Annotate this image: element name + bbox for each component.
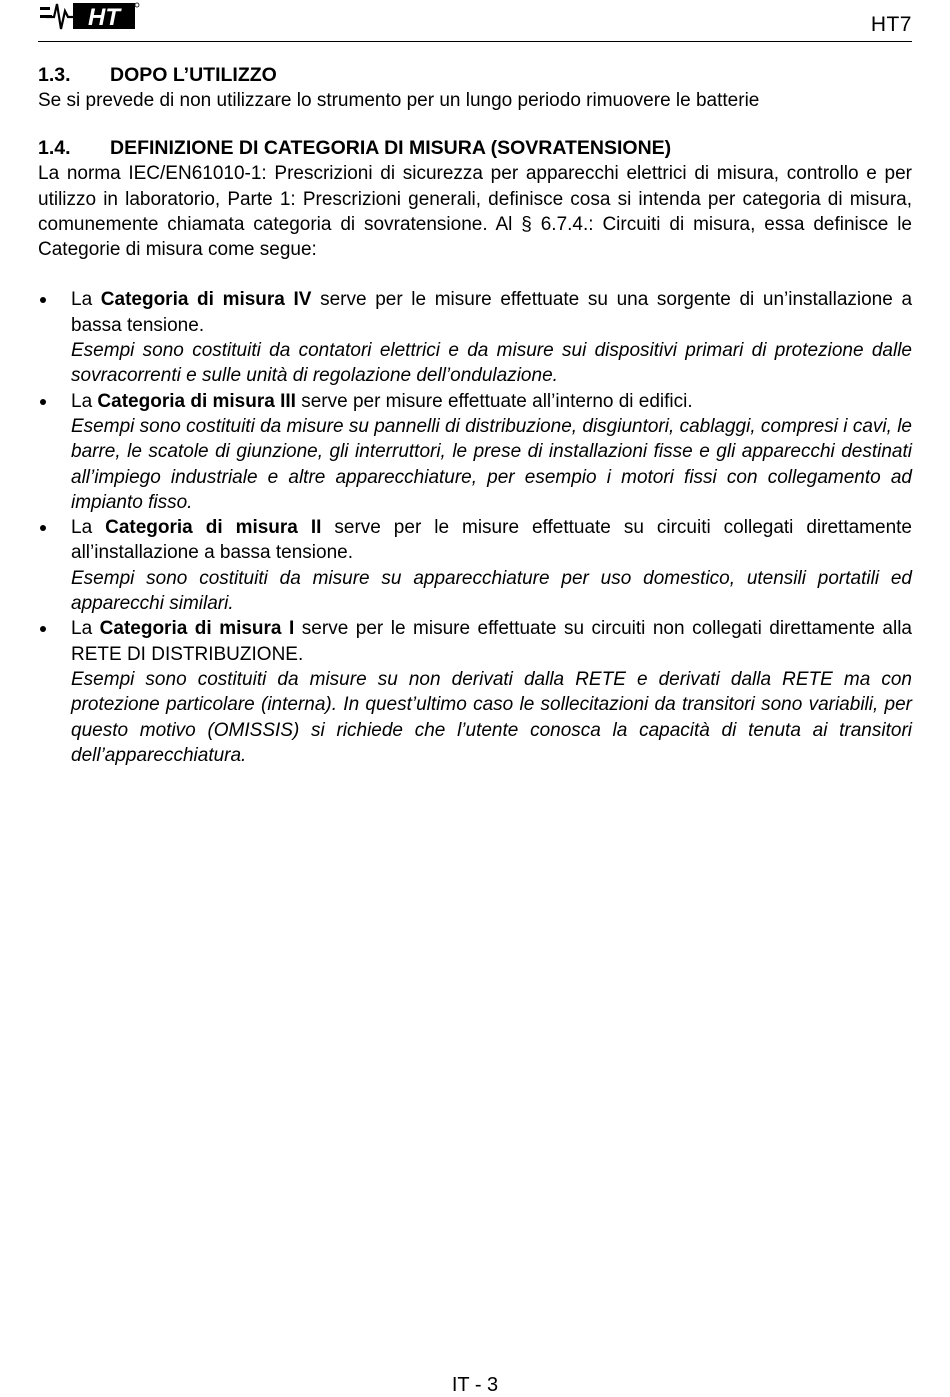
category-description: La Categoria di misura IV serve per le misure effettuate su una sorgente di un’installazione a bassa tensione.	[71, 289, 913, 336]
bullet-icon	[40, 399, 46, 405]
category-example: Esempi sono costituiti da misure su pannelli di distribuzione, disgiuntori, cablaggi, compresi i cavi, le barre, le scatole di giunzione, gli interruttori, le prese di installazioni fisse e gli apparecchi destinati all’impiego industriale e altre apparecchiature, per esempio i motori fissi con collegamento ad impianto fisso.	[71, 415, 912, 513]
list-item-category-ii	[38, 515, 912, 616]
page-content	[38, 63, 912, 768]
page-number: IT - 3	[451, 1374, 499, 1396]
section-1-3-text: Se si prevede di non utilizzare lo strumento per un lungo periodo rimuovere le batterie	[38, 90, 760, 111]
document-code: HT7	[870, 13, 912, 36]
section-1-4-intro: La norma IEC/EN61010-1: Prescrizioni di sicurezza per apparecchi elettrici di misura, controllo e per utilizzo in laboratorio, Parte 1: Prescrizioni generali, definisce cosa si intenda per categoria di misura, comunemente chiamata categoria di sovratensione. Al § 6.7.4.: Circuiti di misura, essa definisce le Categorie di misura come segue:	[38, 163, 912, 261]
bullet-icon	[40, 525, 46, 531]
category-description: La Categoria di misura III serve per misure effettuate all’interno di edifici.	[71, 390, 693, 412]
section-heading-1-3	[38, 63, 912, 88]
logo-text: HT	[88, 4, 120, 31]
category-example: Esempi sono costituiti da misure su apparecchiature per uso domestico, utensili portatili ed apparecchi similari.	[71, 567, 912, 615]
category-description: La Categoria di misura II serve per le misure effettuate su circuiti collegati direttamente all’installazione a bassa tensione.	[71, 517, 912, 564]
bullet-icon	[40, 297, 46, 303]
list-item-category-i	[38, 616, 912, 768]
bullet-icon	[40, 626, 46, 632]
category-name: Categoria di misura IV	[100, 289, 312, 311]
category-example: Esempi sono costituiti da misure su non derivati dalla RETE e derivati dalla RETE ma con protezione particolare (interna). In quest’ultimo caso le sollecitazioni da transitori sono variabili, per questo motivo (OMISSIS) si richiede che l’utente conosca la capacità di tenuta ai transitori dell’apparecchiatura.	[71, 668, 912, 766]
section-number: 1.3.	[38, 64, 71, 86]
section-title: DOPO L’UTILIZZO	[110, 64, 277, 86]
category-name: Categoria di misura III	[97, 390, 296, 412]
category-name: Categoria di misura I	[99, 618, 295, 640]
category-list	[38, 287, 912, 768]
section-number: 1.4.	[38, 137, 71, 160]
section-heading-1-4	[38, 136, 912, 161]
ht-logo	[40, 1, 140, 33]
page-header	[38, 0, 912, 42]
category-name: Categoria di misura II	[105, 517, 322, 539]
section-title: DEFINIZIONE DI CATEGORIA DI MISURA (SOVRATENSIONE)	[110, 137, 672, 160]
list-item-category-iv	[38, 287, 912, 388]
category-description: La Categoria di misura I serve per le misure effettuate su circuiti non collegati direttamente alla RETE DI DISTRIBUZIONE.	[71, 618, 912, 665]
list-item-category-iii	[38, 389, 912, 515]
category-example: Esempi sono costituiti da contatori elettrici e da misure sui dispositivi primari di protezione dalle sovracorrenti e sulle unità di regolazione dell’ondulazione.	[71, 340, 912, 387]
